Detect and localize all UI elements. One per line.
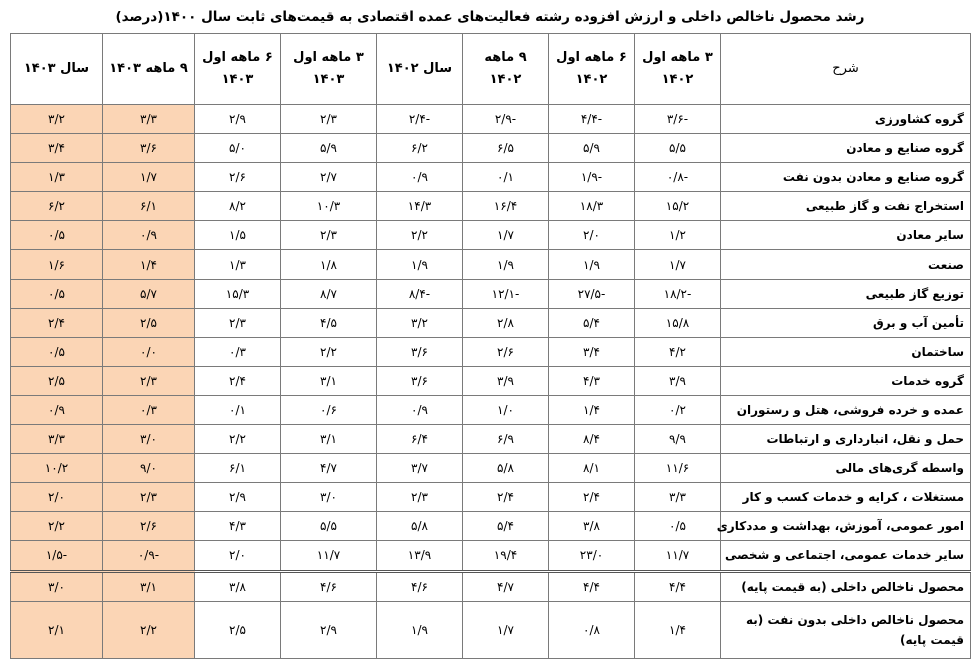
table-cell: ۶/۵ (463, 134, 549, 163)
table-row (11, 395, 971, 424)
table-row (11, 454, 971, 483)
table-cell: ۲/۷ (281, 163, 377, 192)
row-label: استخراج نفت و گاز طبیعی (721, 192, 971, 221)
table-cell: ۳/۰ (103, 425, 195, 454)
header-3m-1402: ۳ ماهه اول ۱۴۰۲ (635, 34, 721, 105)
table-row (11, 163, 971, 192)
table-row (11, 337, 971, 366)
table-cell: ۰/۳ (103, 395, 195, 424)
table-cell: ۰/۵ (11, 337, 103, 366)
table-cell: ۰/۶ (281, 395, 377, 424)
table-cell: ۶/۴ (377, 425, 463, 454)
row-label: واسطه گری‌های مالی (721, 454, 971, 483)
table-cell: ۰/۰ (103, 337, 195, 366)
table-cell: ۹/۹ (635, 425, 721, 454)
table-cell: ۳/۰ (11, 571, 103, 601)
table-cell: -۰/۹ (103, 541, 195, 571)
table-cell: ۲/۳ (103, 366, 195, 395)
table-cell: ۳/۳ (635, 483, 721, 512)
table-cell: ۱/۵ (195, 221, 281, 250)
row-label: توزیع گاز طبیعی (721, 279, 971, 308)
header-desc: شرح (721, 34, 971, 105)
table-cell: ۲/۳ (377, 483, 463, 512)
table-cell: ۱۱/۷ (635, 541, 721, 571)
table-cell: ۸/۷ (281, 279, 377, 308)
table-cell: ۵/۸ (377, 512, 463, 541)
table-cell: ۵/۹ (549, 134, 635, 163)
table-cell: ۱/۹ (377, 601, 463, 658)
table-cell: ۶/۱ (195, 454, 281, 483)
table-cell: ۴/۵ (281, 308, 377, 337)
table-cell: -۱۸/۲ (635, 279, 721, 308)
table-cell: ۶/۱ (103, 192, 195, 221)
table-cell: ۴/۶ (377, 571, 463, 601)
table-cell: -۸/۴ (377, 279, 463, 308)
table-cell: ۱۰/۲ (11, 454, 103, 483)
row-label: مستغلات ، کرایه و خدمات کسب و کار (721, 483, 971, 512)
table-cell: ۱/۲ (635, 221, 721, 250)
header-row (11, 34, 971, 105)
table-cell: ۱/۴ (635, 601, 721, 658)
table-cell: ۱/۸ (281, 250, 377, 279)
table-cell: ۲/۹ (195, 105, 281, 134)
table-cell: ۳/۶ (377, 366, 463, 395)
table-cell: ۱۱/۶ (635, 454, 721, 483)
table-cell: ۰/۳ (195, 337, 281, 366)
table-cell: ۵/۴ (463, 512, 549, 541)
table-cell: ۳/۶ (377, 337, 463, 366)
row-label: گروه صنایع و معادن (721, 134, 971, 163)
table-cell: ۸/۴ (549, 425, 635, 454)
table-cell: ۶/۲ (11, 192, 103, 221)
table-cell: ۲/۳ (103, 483, 195, 512)
table-cell: ۱۱/۷ (281, 541, 377, 571)
table-cell: ۳/۶ (103, 134, 195, 163)
table-cell: ۱۵/۳ (195, 279, 281, 308)
table-row (11, 512, 971, 541)
table-row (11, 221, 971, 250)
header-9m-1402: ۹ ماهه ۱۴۰۲ (463, 34, 549, 105)
table-row (11, 279, 971, 308)
table-cell: ۶/۹ (463, 425, 549, 454)
row-label: محصول ناخالص داخلی (به قیمت پایه) (721, 571, 971, 601)
table-cell: ۴/۲ (635, 337, 721, 366)
table-cell: -۲/۴ (377, 105, 463, 134)
table-cell: ۳/۱ (103, 571, 195, 601)
table-cell: ۹/۰ (103, 454, 195, 483)
table-cell: ۰/۵ (635, 512, 721, 541)
table-cell: ۲/۶ (463, 337, 549, 366)
table-cell: -۱/۹ (549, 163, 635, 192)
table-cell: ۲/۲ (195, 425, 281, 454)
table-row (11, 541, 971, 571)
table-cell: ۳/۸ (549, 512, 635, 541)
table-cell: ۲/۲ (11, 512, 103, 541)
row-label: سایر خدمات عمومی، اجتماعی و شخصی (721, 541, 971, 571)
table-cell: ۲/۳ (195, 308, 281, 337)
table-row (11, 366, 971, 395)
table-cell: ۰/۱ (463, 163, 549, 192)
table-cell: ۱/۹ (463, 250, 549, 279)
table-cell: ۱/۶ (11, 250, 103, 279)
table-cell: ۲/۴ (463, 483, 549, 512)
table-cell: ۸/۲ (195, 192, 281, 221)
table-row (11, 134, 971, 163)
table-cell: ۲/۹ (195, 483, 281, 512)
table-cell: ۱/۹ (377, 250, 463, 279)
table-row (11, 308, 971, 337)
header-year-1402: سال ۱۴۰۲ (377, 34, 463, 105)
row-label: محصول ناخالص داخلی بدون نفت (به قیمت پایه) (721, 601, 971, 658)
table-cell: ۳/۴ (549, 337, 635, 366)
table-cell: ۰/۲ (635, 395, 721, 424)
table-cell: ۰/۱ (195, 395, 281, 424)
table-cell: ۵/۵ (281, 512, 377, 541)
table-cell: ۲/۳ (281, 105, 377, 134)
table-cell: ۲/۲ (281, 337, 377, 366)
table-cell: ۱/۴ (549, 395, 635, 424)
table-cell: -۲۷/۵ (549, 279, 635, 308)
table-cell: ۳/۹ (463, 366, 549, 395)
table-cell: ۲/۰ (195, 541, 281, 571)
table-cell: -۴/۴ (549, 105, 635, 134)
row-label: ساختمان (721, 337, 971, 366)
table-cell: ۲/۶ (103, 512, 195, 541)
table-cell: ۱۸/۳ (549, 192, 635, 221)
table-cell: ۰/۹ (377, 163, 463, 192)
table-cell: ۱/۷ (463, 601, 549, 658)
table-cell: ۲/۵ (11, 366, 103, 395)
table-cell: ۱۴/۳ (377, 192, 463, 221)
table-row (11, 571, 971, 601)
table-cell: ۲/۶ (195, 163, 281, 192)
header-3m-1403: ۳ ماهه اول ۱۴۰۳ (281, 34, 377, 105)
table-cell: ۵/۹ (281, 134, 377, 163)
table-cell: ۰/۵ (11, 279, 103, 308)
table-title: رشد محصول ناخالص داخلی و ارزش افزوده رشته فعالیت‌های عمده اقتصادی به قیمت‌های ثابت سال ۱۴۰۰(درصد) (115, 9, 865, 25)
table-cell: ۱/۹ (549, 250, 635, 279)
table-row (11, 105, 971, 134)
table-cell: ۴/۴ (549, 571, 635, 601)
table-cell: ۳/۳ (11, 425, 103, 454)
table-cell: ۰/۸ (549, 601, 635, 658)
table-cell: ۰/۵ (11, 221, 103, 250)
header-6m-1403: ۶ ماهه اول ۱۴۰۳ (195, 34, 281, 105)
table-cell: ۳/۹ (635, 366, 721, 395)
header-year-1403: سال ۱۴۰۳ (11, 34, 103, 105)
table-cell: ۱۰/۳ (281, 192, 377, 221)
table-cell: -۳/۶ (635, 105, 721, 134)
table-cell: ۲/۸ (463, 308, 549, 337)
table-cell: ۵/۷ (103, 279, 195, 308)
table-cell: ۱۵/۸ (635, 308, 721, 337)
table-cell: ۱/۷ (463, 221, 549, 250)
table-cell: ۵/۵ (635, 134, 721, 163)
table-cell: -۰/۸ (635, 163, 721, 192)
table-cell: ۲/۵ (103, 308, 195, 337)
row-label: تأمین آب و برق (721, 308, 971, 337)
table-cell: ۱۳/۹ (377, 541, 463, 571)
table-cell: ۳/۰ (281, 483, 377, 512)
table-cell: ۲/۴ (195, 366, 281, 395)
table-row (11, 425, 971, 454)
table-cell: ۲/۹ (281, 601, 377, 658)
table-cell: ۲/۳ (281, 221, 377, 250)
header-9m-1403: ۹ ماهه ۱۴۰۳ (103, 34, 195, 105)
gdp-growth-table (10, 33, 971, 659)
table-row (11, 192, 971, 221)
table-cell: ۳/۸ (195, 571, 281, 601)
table-cell: ۳/۲ (377, 308, 463, 337)
table-cell: ۳/۴ (11, 134, 103, 163)
table-cell: ۰/۹ (11, 395, 103, 424)
row-label: حمل و نقل، انبارداری و ارتباطات (721, 425, 971, 454)
table-cell: ۱/۴ (103, 250, 195, 279)
row-label: عمده و خرده فروشی، هتل و رستوران (721, 395, 971, 424)
table-cell: ۲/۴ (549, 483, 635, 512)
table-cell: ۲/۲ (377, 221, 463, 250)
table-cell: ۴/۶ (281, 571, 377, 601)
row-label: سایر معادن (721, 221, 971, 250)
table-cell: ۱/۷ (635, 250, 721, 279)
table-cell: -۱۲/۱ (463, 279, 549, 308)
table-cell: ۳/۲ (11, 105, 103, 134)
table-cell: ۱/۰ (463, 395, 549, 424)
row-label: گروه کشاورزی (721, 105, 971, 134)
table-cell: ۲/۱ (11, 601, 103, 658)
table-row (11, 483, 971, 512)
table-row (11, 601, 971, 658)
table-cell: ۳/۱ (281, 425, 377, 454)
table-cell: ۱/۳ (195, 250, 281, 279)
table-cell: ۲/۵ (195, 601, 281, 658)
table-cell: ۲/۰ (11, 483, 103, 512)
table-cell: ۳/۳ (103, 105, 195, 134)
table-cell: ۲۳/۰ (549, 541, 635, 571)
table-cell: ۱/۷ (103, 163, 195, 192)
table-cell: ۴/۷ (281, 454, 377, 483)
table-cell: ۰/۹ (103, 221, 195, 250)
table-cell: ۳/۷ (377, 454, 463, 483)
table-cell: ۵/۴ (549, 308, 635, 337)
table-cell: ۸/۱ (549, 454, 635, 483)
row-label: صنعت (721, 250, 971, 279)
table-cell: -۱/۵ (11, 541, 103, 571)
table-cell: ۴/۷ (463, 571, 549, 601)
table-cell: ۵/۸ (463, 454, 549, 483)
table-cell: ۲/۴ (11, 308, 103, 337)
table-cell: ۵/۰ (195, 134, 281, 163)
table-cell: ۲/۰ (549, 221, 635, 250)
table-row (11, 250, 971, 279)
row-label: گروه خدمات (721, 366, 971, 395)
table-cell: ۴/۳ (195, 512, 281, 541)
table-cell: ۴/۳ (549, 366, 635, 395)
row-label: امور عمومی، آموزش، بهداشت و مددکاری (721, 512, 971, 541)
table-cell: ۳/۱ (281, 366, 377, 395)
table-cell: ۱۶/۴ (463, 192, 549, 221)
row-label: گروه صنایع و معادن بدون نفت (721, 163, 971, 192)
table-cell: -۲/۹ (463, 105, 549, 134)
header-6m-1402: ۶ ماهه اول ۱۴۰۲ (549, 34, 635, 105)
table-cell: ۱۹/۴ (463, 541, 549, 571)
table-cell: ۲/۲ (103, 601, 195, 658)
table-cell: ۱/۳ (11, 163, 103, 192)
table-cell: ۱۵/۲ (635, 192, 721, 221)
table-cell: ۶/۲ (377, 134, 463, 163)
table-cell: ۴/۴ (635, 571, 721, 601)
table-cell: ۰/۹ (377, 395, 463, 424)
